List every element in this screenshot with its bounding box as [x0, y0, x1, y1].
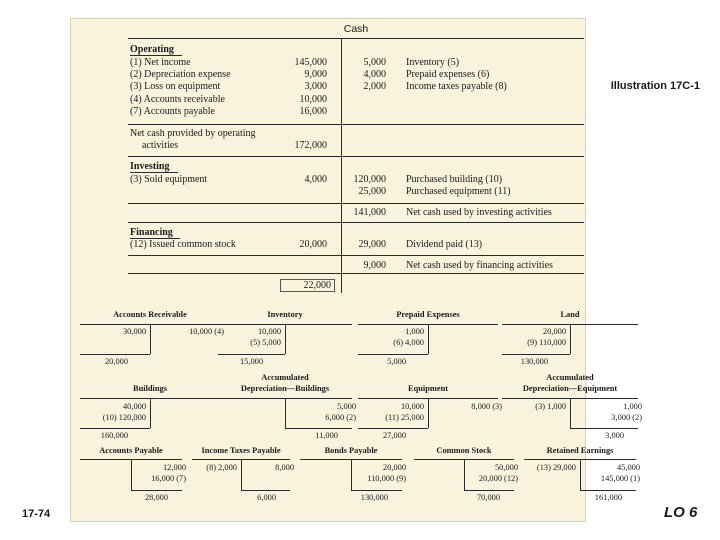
t-account-credit-entry: 20,000 (12) [478, 473, 518, 483]
t-account-debit-entry: (9) 110,000 [527, 337, 566, 347]
t-account-balance-line [241, 490, 290, 491]
t-account-credit-entry: 5,000 [337, 402, 356, 411]
operating-right-value: 2,000 [363, 81, 386, 93]
operating-right-label: Income taxes payable (8) [406, 81, 507, 93]
t-account-balance: 11,000 [315, 431, 338, 440]
operating-net-value: 172,000 [294, 140, 327, 151]
t-account-credit-entry: 10,000 (4) [189, 327, 224, 336]
t-account-credit-entry: 1,000 [623, 402, 642, 411]
t-account-balance: 3,000 [605, 431, 624, 440]
t-account-debit-entry: (10) 120,000 [102, 412, 146, 422]
t-account-center-line [428, 398, 429, 428]
t-account-balance: 15,000 [239, 357, 263, 366]
operating-net-label-1: Net cash provided by operating [130, 128, 256, 139]
operating-left-value: 3,000 [304, 81, 327, 93]
t-account-debit-entry: 10,000 [400, 402, 424, 411]
t-account-center-line [285, 398, 286, 428]
t-account-balance-line [358, 354, 428, 355]
investing-total-line [128, 203, 584, 204]
t-account-center-line [150, 324, 151, 354]
financing-net-value: 9,000 [363, 260, 386, 271]
operating-heading-underline [130, 55, 182, 56]
t-account-center-line [285, 324, 286, 354]
t-account-credit-entry: 50,000 [494, 463, 518, 472]
t-account-title-line1: Accumulated [546, 373, 594, 382]
t-account-debit-entry: (6) 4,000 [393, 337, 424, 347]
t-account-credit-entry: 20,000 [382, 463, 406, 472]
t-account-balance: 161,000 [594, 493, 622, 502]
financing-right-label: Dividend paid (13) [406, 239, 483, 250]
t-account-title: Income Taxes Payable [201, 446, 281, 455]
operating-left-value: 9,000 [304, 69, 327, 81]
cash-balance: 22,000 [280, 279, 335, 292]
t-account-debit-entry: 1,000 [405, 327, 424, 336]
financing-total-line [128, 255, 584, 256]
operating-left-label: (1) Net income [130, 57, 191, 68]
t-account-balance-line [285, 428, 352, 429]
operating-right-label: Prepaid expenses (6) [406, 69, 490, 81]
operating-section-line [128, 156, 584, 157]
lo-label: LO 6 [664, 504, 698, 521]
financing-net-label: Net cash used by financing activities [406, 260, 553, 271]
t-account-balance-line [580, 490, 636, 491]
t-account-center-line [580, 459, 581, 490]
operating-left-label: (4) Accounts receivable [130, 93, 225, 105]
operating-right-value: 5,000 [363, 57, 386, 68]
cash-account-title: Cash [343, 23, 369, 35]
t-account-title: Prepaid Expenses [396, 310, 460, 319]
investing-right-label: Purchased equipment (11) [406, 186, 511, 198]
t-account-title: Inventory [267, 310, 303, 319]
t-account-debit-entry: (3) 1,000 [535, 402, 566, 411]
t-account-credit-entry: 3,000 (2) [611, 412, 642, 422]
t-account-balance: 27,000 [382, 431, 406, 440]
t-account-center-line [570, 398, 571, 428]
t-account-debit-entry: (8) 2,000 [206, 463, 237, 472]
t-account-balance: 130,000 [520, 357, 548, 366]
investing-heading-underline [130, 172, 178, 173]
t-account-title: Depreciation—Buildings [240, 384, 330, 393]
t-account-balance: 70,000 [476, 493, 500, 502]
financing-heading: Financing [130, 227, 173, 238]
t-account-title: Accounts Receivable [113, 310, 187, 319]
investing-left-label: (3) Sold equipment [130, 174, 208, 185]
t-account-center-line [131, 459, 132, 490]
t-account-center-line [570, 324, 571, 354]
cash-top-line [128, 38, 584, 39]
investing-right-label: Purchased building (10) [406, 174, 503, 185]
t-account-center-line [464, 459, 465, 490]
investing-left-value: 4,000 [304, 174, 327, 185]
investing-section-line [128, 222, 584, 223]
operating-left-label: (3) Loss on equipment [130, 81, 221, 93]
operating-heading: Operating [130, 44, 174, 55]
t-account-center-line [241, 459, 242, 490]
financing-left-value: 20,000 [299, 239, 327, 250]
t-account-balance-line [131, 490, 182, 491]
investing-right-value: 120,000 [353, 174, 386, 185]
t-account-balance-line [570, 428, 638, 429]
t-account-title: Retained Earnings [546, 446, 614, 455]
t-account-title: Equipment [407, 384, 449, 393]
t-account-debit-entry: 40,000 [122, 402, 146, 411]
investing-heading: Investing [130, 161, 170, 172]
t-account-title: Depreciation—Equipment [522, 384, 618, 393]
t-account-balance: 20,000 [104, 357, 128, 366]
t-account-balance: 6,000 [257, 493, 276, 502]
t-account-credit-entry: 6,000 (2) [325, 412, 356, 422]
t-account-credit-entry: 16,000 (7) [151, 473, 186, 483]
t-account-credit-entry: 8,000 (3) [471, 402, 502, 411]
operating-left-value: 145,000 [294, 57, 327, 68]
operating-right-value: 4,000 [363, 69, 386, 81]
t-account-center-line [150, 398, 151, 428]
investing-net-label: Net cash used by investing activities [406, 207, 552, 218]
t-account-balance: 28,000 [144, 493, 168, 502]
investing-net-value: 141,000 [353, 207, 386, 218]
t-account-title: Land [560, 310, 580, 319]
t-account-balance-line [502, 354, 570, 355]
t-account-debit-entry: (5) 5,000 [250, 337, 281, 347]
operating-left-label: (2) Depreciation expense [130, 69, 231, 81]
t-account-credit-entry: 8,000 [275, 463, 294, 472]
t-account-balance-line [80, 428, 150, 429]
t-account-balance-line [80, 354, 150, 355]
t-account-balance-line [351, 490, 402, 491]
operating-left-value: 10,000 [299, 93, 327, 105]
t-account-debit-entry: (13) 29,000 [536, 463, 576, 472]
t-account-credit-entry: 110,000 (9) [367, 473, 406, 483]
t-account-balance-line [358, 428, 428, 429]
t-account-credit-entry: 12,000 [162, 463, 186, 472]
illustration-label: Illustration 17C-1 [610, 80, 700, 92]
operating-net-label-2: activities [142, 140, 179, 151]
t-account-debit-entry: 30,000 [122, 327, 146, 336]
t-account-title: Common Stock [436, 446, 492, 455]
financing-section-line [128, 273, 584, 274]
t-account-balance: 130,000 [360, 493, 388, 502]
t-account-title-line1: Accumulated [261, 373, 309, 382]
t-account-title: Buildings [133, 384, 167, 393]
t-account-center-line [351, 459, 352, 490]
t-account-balance: 160,000 [100, 431, 128, 440]
operating-left-label: (7) Accounts payable [130, 105, 215, 117]
t-account-center-line [428, 324, 429, 354]
t-account-debit-entry: 20,000 [542, 327, 566, 336]
t-account-balance-line [218, 354, 285, 355]
t-account-credit-entry: 45,000 [616, 463, 640, 472]
operating-left-value: 16,000 [299, 105, 327, 117]
t-account-debit-entry: (11) 25,000 [385, 412, 424, 422]
t-account-balance: 5,000 [387, 357, 406, 366]
investing-right-value: 25,000 [358, 186, 386, 198]
operating-total-line [128, 124, 584, 125]
operating-right-label: Inventory (5) [406, 57, 460, 68]
financing-left-label: (12) Issued common stock [130, 239, 236, 250]
t-account-title: Bonds Payable [324, 446, 378, 455]
t-account-balance-line [464, 490, 514, 491]
financing-right-value: 29,000 [358, 239, 386, 250]
t-account-title: Accounts Payable [99, 446, 163, 455]
t-account-debit-entry: 10,000 [257, 327, 281, 336]
page-number: 17-74 [22, 508, 51, 520]
t-account-credit-entry: 145,000 (1) [600, 473, 640, 483]
